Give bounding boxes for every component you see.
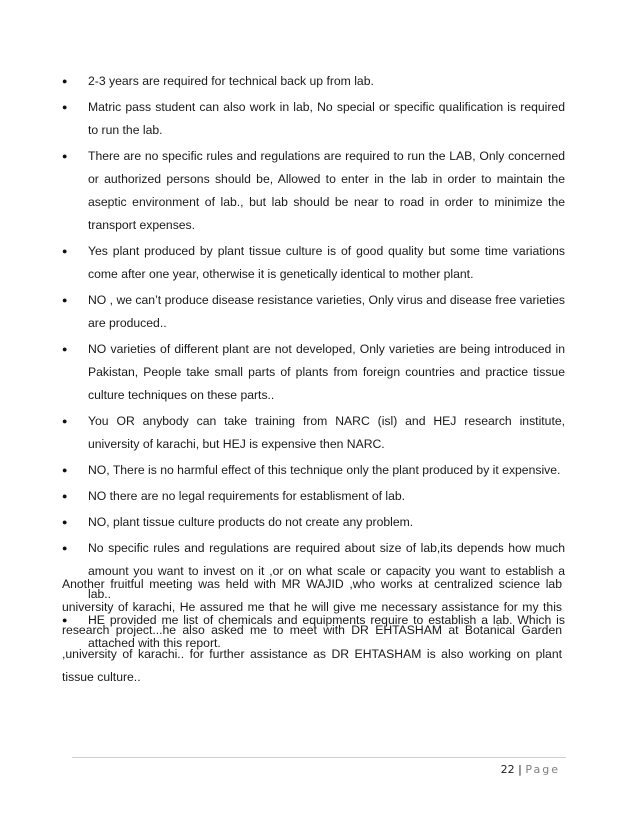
page-number: 22 [500, 763, 515, 776]
bullet-icon: ● [62, 246, 68, 256]
bullet-icon: ● [62, 151, 68, 161]
bullet-icon: ● [62, 102, 68, 112]
bullet-text: No specific rules and regulations are required about size of lab,its depends how much amount you want to invest on it ,or on what scale or capacity you want to establish a lab.. [88, 541, 565, 601]
page-footer [501, 763, 560, 776]
page-label: Page [525, 763, 560, 776]
bullet-text: There are no specific rules and regulations are required to run the LAB, Only concerned or authorized persons should be, Allowed to enter in the lab in order to maintain the aseptic environment of lab., but lab should be near to road in order to minimize the transport expenses. [88, 149, 565, 232]
bullet-text: HE provided me list of chemicals and equipments require to establish a lab. Which is attached with this report. [88, 613, 565, 650]
bullet-text: NO there are no legal requirements for establisment of lab. [88, 489, 406, 503]
footer-divider [72, 757, 566, 758]
bullet-icon: ● [62, 344, 68, 354]
list-item [60, 145, 565, 237]
list-item [60, 70, 565, 93]
bullet-text: You OR anybody can take training from NARC (isl) and HEJ research institute, university of karachi, but HEJ is expensive then NARC. [88, 414, 565, 451]
bullet-icon: ● [62, 615, 68, 625]
bullet-icon: ● [62, 517, 68, 527]
meeting-paragraph: Another fruitful meeting was held with MR WAJID ,who works at centralized science lab university of karachi, He assured me that he will give me necessary assistance for my this research project...he also asked me to meet with DR EHTASHAM at Botanical Garden ,university of karachi.. for further assistance as DR EHTASHAM is also working on plant tissue culture.. [62, 577, 562, 684]
list-item [60, 459, 565, 482]
bullet-icon: ● [62, 543, 68, 553]
list-item [60, 410, 565, 456]
list-item [60, 485, 565, 508]
bullet-text: Matric pass student can also work in lab, No special or specific qualification is required to run the lab. [88, 100, 565, 137]
bullet-icon: ● [62, 416, 68, 426]
bullet-text: NO varieties of different plant are not developed, Only varieties are being introduced in Pakistan, People take small parts of plants from foreign countries and practice tissue culture techniques on these parts.. [88, 342, 565, 402]
bullet-icon: ● [62, 465, 68, 475]
list-item [60, 338, 565, 407]
list-item [60, 96, 565, 142]
bullet-icon: ● [62, 491, 68, 501]
bullet-text: 2-3 years are required for technical back up from lab. [88, 74, 374, 88]
bullet-text: NO, There is no harmful effect of this technique only the plant produced by it expensive. [88, 463, 561, 477]
bullet-icon: ● [62, 76, 68, 86]
footer-separator: | [518, 763, 522, 776]
bullet-text: NO , we can’t produce disease resistance varieties, Only virus and disease free varieties are produced.. [88, 293, 565, 330]
bullet-text: Yes plant produced by plant tissue culture is of good quality but some time variations come after one year, otherwise it is genetically identical to mother plant. [88, 244, 565, 281]
list-item [60, 240, 565, 286]
bullet-text: NO, plant tissue culture products do not create any problem. [88, 515, 414, 529]
list-item [60, 511, 565, 534]
bullet-list [60, 70, 565, 658]
list-item [60, 289, 565, 335]
bullet-icon: ● [62, 295, 68, 305]
